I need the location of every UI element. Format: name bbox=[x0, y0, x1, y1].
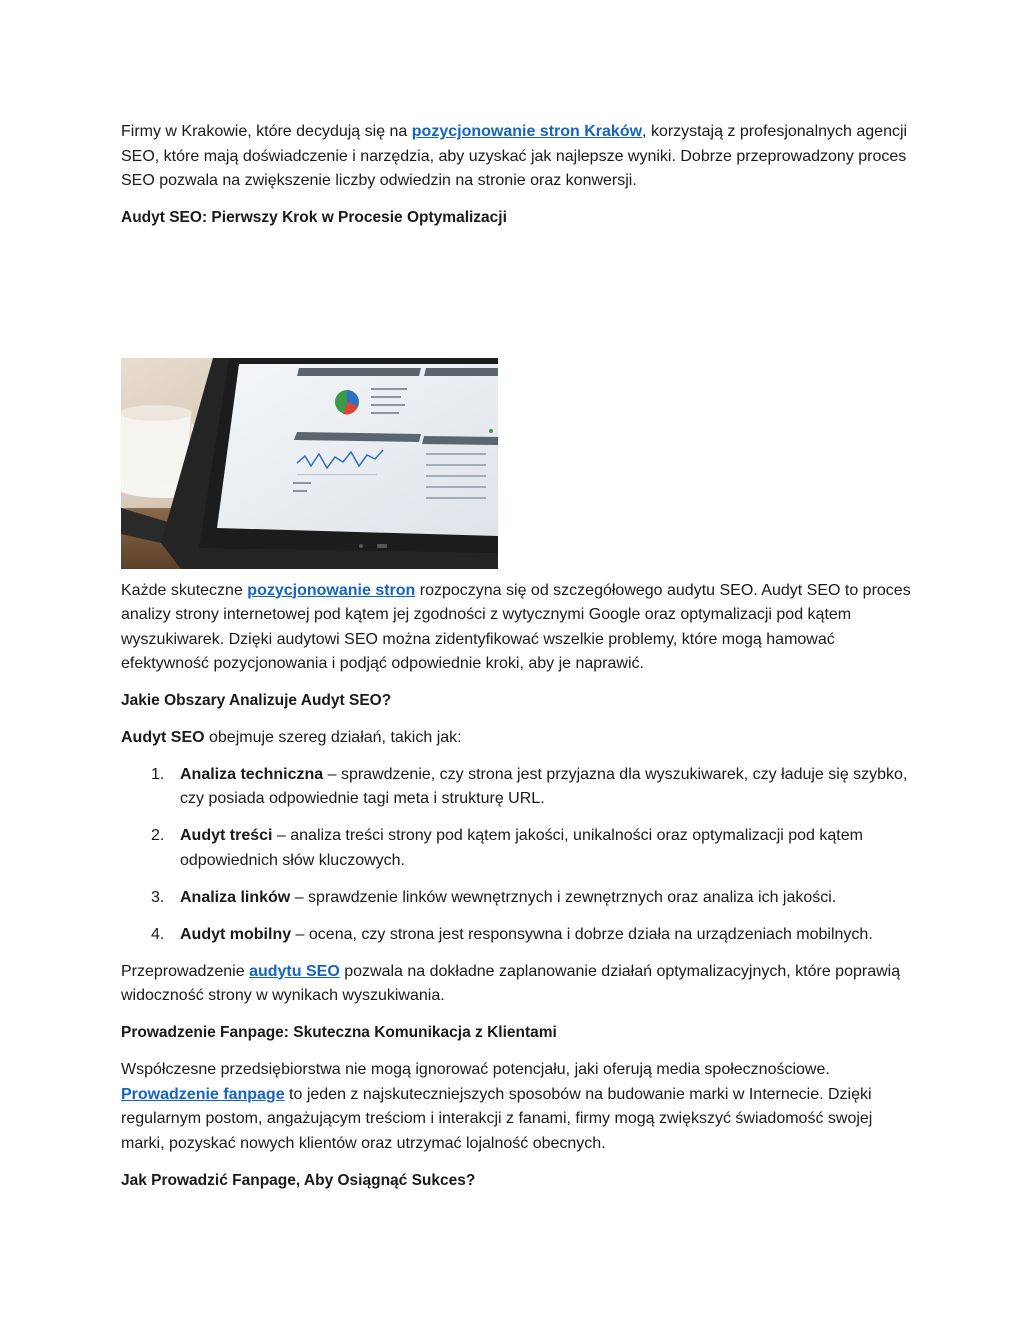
document-body bbox=[121, 120, 911, 1193]
paragraph-audyt-obejmuje: Audyt SEO obejmuje szereg działań, takich jak: bbox=[121, 729, 462, 746]
link-audytu-seo[interactable]: audytu SEO bbox=[249, 962, 340, 980]
link-pozycjonowanie-krakow[interactable]: pozycjonowanie stron Kraków bbox=[411, 123, 643, 140]
list-item: 4. Audyt mobilny – ocena, czy strona jest responsywna i dobrze działa na urządzeniach mobilnych. bbox=[151, 925, 873, 943]
link-pozycjonowanie-stron[interactable]: pozycjonowanie stron bbox=[247, 581, 416, 599]
link-prowadzenie-fanpage[interactable]: Prowadzenie fanpage bbox=[121, 1085, 285, 1103]
heading-jak-prowadzic: Jak Prowadzić Fanpage, Aby Osiągnąć Sukces? bbox=[121, 1171, 476, 1189]
audit-list bbox=[121, 763, 911, 948]
heading-fanpage: Prowadzenie Fanpage: Skuteczna Komunikacja z Klientami bbox=[121, 1024, 557, 1041]
paragraph-przeprowadzenie: Przeprowadzenie audytu SEO pozwala na dokładne zaplanowanie działań optymalizacyjnych, które poprawią widoczność strony w wynikach wyszukiwania. bbox=[121, 962, 901, 1004]
intro-paragraph: Firmy w Krakowie, które decydują się na pozycjonowanie stron Kraków, korzystają z profesjonalnych agencji SEO, które mają doświadczenie i narzędzia, aby uzyskać jak najlepsze wyniki. Dobrze przeprowadzony proces SEO pozwala na zwiększenie liczby odwiedzin na stronie oraz konwersji. bbox=[121, 123, 908, 189]
list-item: 2. Audyt treści – analiza treści strony pod kątem jakości, unikalności oraz optymalizacji pod kątem odpowiednich słów kluczowych. bbox=[151, 827, 863, 869]
paragraph-fanpage: Współczesne przedsiębiorstwa nie mogą ignorować potencjału, jaki oferują media społecznościowe. Prowadzenie fanpage to jeden z najskuteczniejszych sposobów na budowanie marki w Internecie. Dzięki regularnym postom, angażującym treściom i interakcji z fanami, firmy mogą zwiększyć świadomość swojej marki, pozyskać nowych klientów oraz utrzymać lojalność obecnych. bbox=[121, 1061, 873, 1152]
analytics-tablet-photo bbox=[121, 358, 498, 569]
paragraph-audyt-intro: Każde skuteczne pozycjonowanie stron rozpoczyna się od szczegółowego audytu SEO. Audyt SEO to proces analizy strony internetowej pod kątem jej zgodności z wytycznymi Google oraz optymalizacji pod kątem wyszukiwarek. Dzięki audytowi SEO można zidentyfikować wszelkie problemy, które mogą hamować efektywność pozycjonowania i podjąć odpowiednie kroki, aby je naprawić. bbox=[121, 581, 911, 672]
tablet-photo-illustration bbox=[121, 358, 498, 569]
heading-obszary: Jakie Obszary Analizuje Audyt SEO? bbox=[121, 692, 392, 709]
list-item: 1. Analiza techniczna – sprawdzenie, czy strona jest przyjazna dla wyszukiwarek, czy ładuje się szybko, czy posiada odpowiednie tagi meta i strukturę URL. bbox=[151, 765, 908, 807]
heading-audyt-seo: Audyt SEO: Pierwszy Krok w Procesie Optymalizacji bbox=[121, 209, 507, 226]
list-item: 3. Analiza linków – sprawdzenie linków wewnętrznych i zewnętrznych oraz analiza ich jakości. bbox=[151, 888, 837, 906]
